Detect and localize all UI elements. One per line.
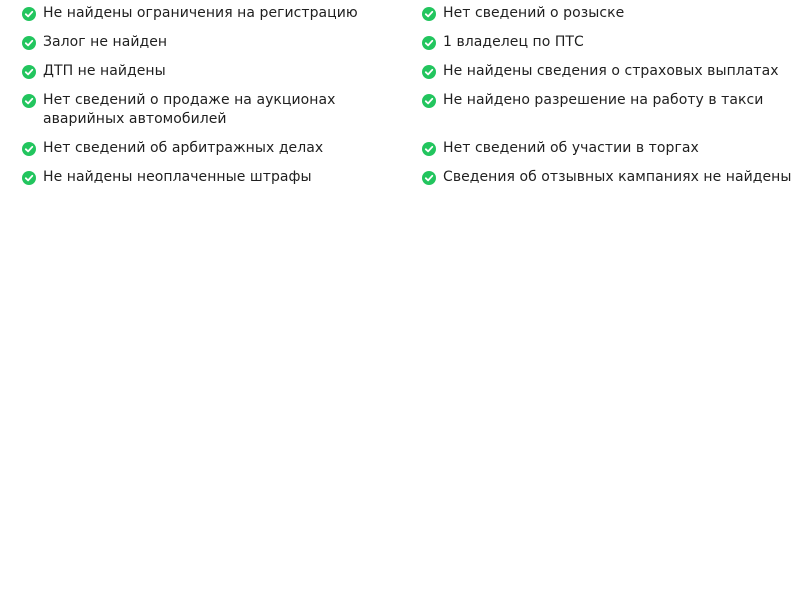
check-item bbox=[422, 33, 792, 52]
check-item-label: Не найдены ограничения на регистрацию bbox=[43, 5, 358, 21]
check-item-label: Не найдены неоплаченные штрафы bbox=[43, 169, 312, 185]
check-item-label: ДТП не найдены bbox=[43, 63, 166, 79]
check-item-label: Залог не найден bbox=[43, 34, 168, 50]
check-circle-icon bbox=[22, 65, 36, 79]
check-item-label: 1 владелец по ПТС bbox=[443, 34, 584, 50]
check-item-label: Нет сведений об арбитражных делах bbox=[43, 140, 324, 156]
check-item bbox=[22, 91, 422, 129]
check-row bbox=[22, 139, 792, 158]
check-item-label: Не найдены сведения о страховых выплатах bbox=[443, 63, 779, 79]
check-results-list bbox=[22, 4, 792, 197]
check-item-label: Сведения об отзывных кампаниях не найдены bbox=[443, 169, 792, 185]
check-circle-icon bbox=[422, 36, 436, 50]
check-item-label: Нет сведений о розыске bbox=[443, 5, 625, 21]
check-circle-icon bbox=[22, 94, 36, 108]
check-item bbox=[22, 4, 422, 23]
check-item bbox=[22, 62, 422, 81]
check-item bbox=[22, 168, 422, 187]
check-item bbox=[422, 139, 792, 158]
check-item bbox=[422, 62, 792, 81]
check-item bbox=[422, 91, 792, 129]
check-item-label: Нет сведений об участии в торгах bbox=[443, 140, 699, 156]
check-item bbox=[22, 139, 422, 158]
check-item bbox=[422, 168, 792, 187]
check-item-label: Нет сведений о продаже на аукционах аварийных автомобилей bbox=[43, 92, 336, 127]
check-item bbox=[422, 4, 792, 23]
check-circle-icon bbox=[422, 142, 436, 156]
check-circle-icon bbox=[22, 7, 36, 21]
check-row bbox=[22, 33, 792, 52]
check-circle-icon bbox=[22, 171, 36, 185]
check-circle-icon bbox=[422, 7, 436, 21]
check-item bbox=[22, 33, 422, 52]
check-row bbox=[22, 4, 792, 23]
check-row bbox=[22, 91, 792, 129]
check-item-label: Не найдено разрешение на работу в такси bbox=[443, 92, 764, 108]
check-row bbox=[22, 62, 792, 81]
check-circle-icon bbox=[422, 94, 436, 108]
check-row bbox=[22, 168, 792, 187]
check-circle-icon bbox=[22, 36, 36, 50]
check-circle-icon bbox=[422, 171, 436, 185]
check-circle-icon bbox=[22, 142, 36, 156]
check-circle-icon bbox=[422, 65, 436, 79]
